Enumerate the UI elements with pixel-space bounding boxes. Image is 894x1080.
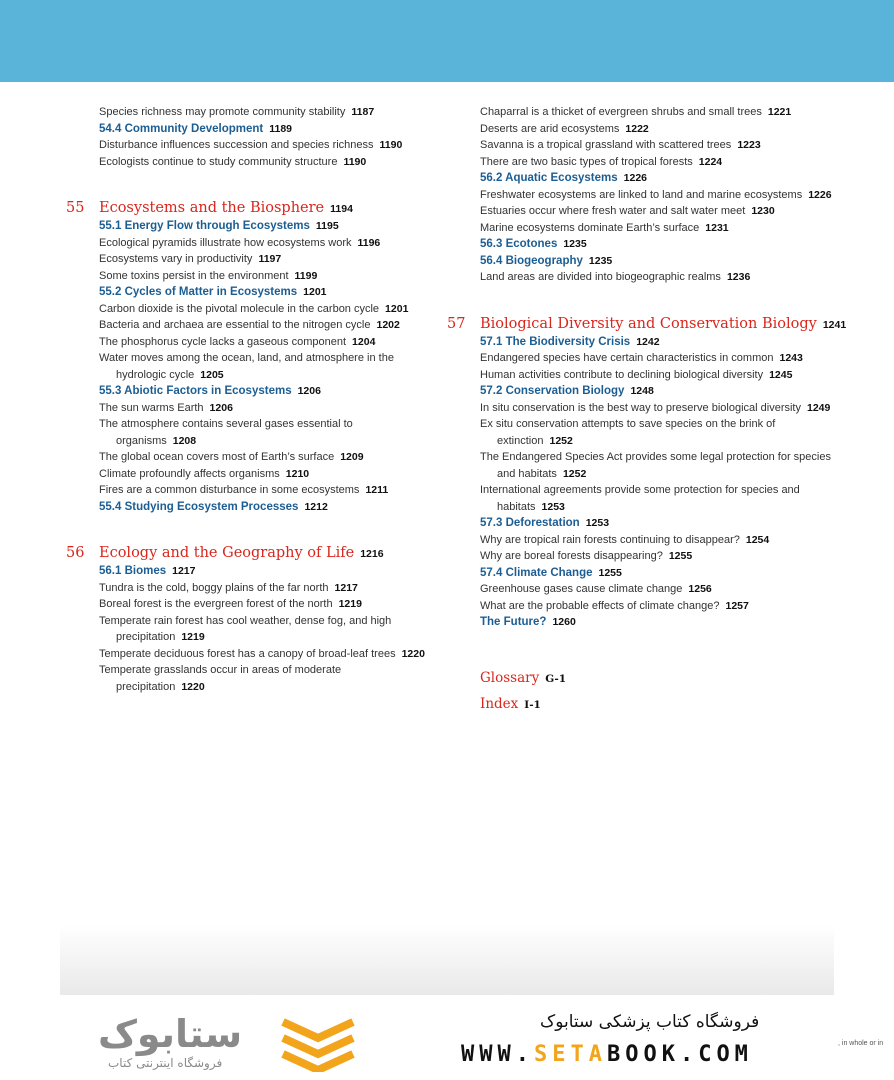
toc-entry[interactable]	[480, 581, 847, 598]
chapter-title[interactable]	[99, 200, 426, 218]
entry-text: 55.3 Abiotic Factors in Ecosystems	[99, 385, 292, 397]
url-prefix: WWW.	[461, 1042, 534, 1067]
toc-entry[interactable]	[99, 482, 426, 499]
entry-text: Carbon dioxide is the pivotal molecule in the carbon cycle	[99, 302, 380, 315]
toc-right-column	[447, 104, 847, 718]
page-number: 1223	[737, 139, 761, 151]
toc-section-heading[interactable]	[99, 121, 426, 138]
toc-entry[interactable]	[480, 203, 847, 220]
page-number: 1205	[200, 368, 224, 381]
url-highlight: SETA	[533, 1042, 607, 1067]
entry-text: In situ conservation is the best way to preserve biological diversity	[480, 401, 801, 414]
top-color-band	[0, 0, 894, 82]
backmatter-label: Glossary	[480, 669, 540, 686]
page-number: 1243	[779, 352, 803, 364]
entry-text: Ecosystems vary in productivity	[99, 253, 253, 265]
entry-text: 56.2 Aquatic Ecosystems	[480, 172, 618, 184]
page-number: 1222	[625, 122, 649, 135]
chapter-title-text: Ecosystems and the Biosphere	[99, 200, 325, 216]
entry-text: Why are tropical rain forests continuing to disappear?	[480, 533, 740, 546]
page-number: 1217	[172, 565, 196, 577]
entry-text: Water moves among the ocean, land, and atmosphere in the hydrologic cycle	[99, 352, 394, 381]
page-number: 1249	[807, 401, 831, 414]
entry-text: The phosphorus cycle lacks a gaseous component	[99, 335, 347, 348]
entry-text: Ecological pyramids illustrate how ecosystems work	[99, 236, 352, 249]
page-number: 1190	[379, 139, 403, 151]
page-number: 1256	[688, 583, 712, 595]
entry-text: 55.4 Studying Ecosystem Processes	[99, 500, 299, 513]
entry-text: Why are boreal forests disappearing?	[480, 550, 663, 562]
toc-entry[interactable]	[480, 137, 847, 154]
toc-section-heading[interactable]	[480, 236, 847, 253]
toc-entry[interactable]	[480, 121, 847, 138]
entry-text: 55.1 Energy Flow through Ecosystems	[99, 220, 310, 232]
page-number: 1219	[338, 598, 362, 610]
page-number: 1221	[767, 106, 792, 118]
entry-text: 57.1 The Biodiversity Crisis	[480, 335, 631, 348]
toc-left-column	[66, 104, 426, 695]
chapter-block	[447, 316, 847, 631]
toc-section-heading[interactable]	[99, 284, 426, 301]
backmatter-page: G-1	[545, 672, 567, 685]
page-number: 1201	[303, 286, 327, 298]
entry-text: 55.2 Cycles of Matter in Ecosystems	[99, 286, 298, 298]
backmatter-item[interactable]	[480, 666, 847, 692]
toc-entry[interactable]	[480, 449, 847, 482]
toc-entry[interactable]	[480, 532, 847, 549]
chapter-number: 56	[66, 545, 85, 561]
backmatter-page: I-1	[524, 698, 541, 711]
logo-subtitle: فروشگاه اینترنتی کتاب	[108, 1056, 223, 1070]
toc-entry[interactable]	[99, 350, 426, 383]
chapter-number: 57	[447, 315, 466, 332]
entry-text: Human activities contribute to declining biological diversity	[480, 368, 764, 381]
toc-entry[interactable]	[480, 350, 847, 367]
page-number: 1242	[636, 335, 660, 348]
page-number: 1208	[172, 434, 197, 447]
toc-entry[interactable]	[99, 268, 426, 285]
entry-text: Boreal forest is the evergreen forest of the north	[99, 598, 333, 610]
page-number: 1260	[552, 616, 576, 628]
url-suffix: BOOK.COM	[606, 1042, 753, 1067]
toc-entry[interactable]	[480, 104, 847, 121]
entry-text: 57.2 Conservation Biology	[480, 385, 625, 397]
entry-text: Land areas are divided into biogeographic realms	[480, 271, 721, 283]
toc-entry[interactable]	[99, 646, 426, 663]
page-number: 1195	[315, 220, 339, 232]
page-number: 1255	[668, 550, 693, 562]
toc-entry[interactable]	[480, 367, 847, 384]
entry-text: Freshwater ecosystems are linked to land and marine ecosystems	[480, 188, 803, 201]
toc-entry[interactable]	[99, 334, 426, 351]
page-number: 1255	[598, 566, 622, 579]
toc-section-heading[interactable]	[480, 565, 847, 582]
entry-text: The Future?	[480, 616, 547, 628]
toc-section-heading[interactable]	[480, 383, 847, 400]
store-name: فروشگاه کتاب پزشکی ستابوک	[540, 1012, 760, 1032]
chapter-number: 55	[66, 200, 85, 216]
toc-entry[interactable]	[99, 301, 426, 318]
toc-entry[interactable]	[99, 317, 426, 334]
entry-text: Estuaries occur where fresh water and salt water meet	[480, 205, 746, 217]
toc-entry[interactable]	[99, 137, 426, 154]
entry-text: Deserts are arid ecosystems	[480, 122, 620, 135]
backmatter-label: Index	[480, 695, 519, 712]
toc-entry[interactable]	[99, 154, 426, 171]
page-number: 1245	[769, 368, 793, 381]
page-number: 1253	[541, 500, 565, 513]
page-number: 1236	[726, 271, 751, 283]
page-number: 1235	[588, 254, 613, 267]
page-number: 1231	[705, 221, 729, 234]
page-number: 1201	[385, 302, 409, 315]
cropped-text-fragment: , in whole or in	[838, 1040, 884, 1047]
page-number: 1253	[585, 517, 610, 529]
toc-entry[interactable]	[99, 235, 426, 252]
setabook-logo	[98, 1012, 358, 1072]
toc-entry[interactable]	[99, 466, 426, 483]
entry-text: Climate profoundly affects organisms	[99, 467, 280, 480]
continued-entries	[447, 104, 847, 286]
entry-text: 57.4 Climate Change	[480, 566, 593, 579]
entry-text: Temperate deciduous forest has a canopy of broad-leaf trees	[99, 647, 396, 660]
page-number: 1235	[563, 238, 587, 250]
logo-text: ستابوک	[98, 1012, 243, 1056]
entry-text: 56.4 Biogeography	[480, 254, 583, 267]
page-number: 1206	[209, 401, 233, 414]
entry-text: Tundra is the cold, boggy plains of the far north	[99, 581, 329, 594]
chapter-page-number: 1241	[822, 318, 847, 331]
toc-section-heading[interactable]	[480, 170, 847, 187]
entry-text: 54.4 Community Development	[99, 122, 264, 135]
chapter-page-number: 1194	[330, 203, 353, 215]
toc-section-heading[interactable]	[99, 499, 426, 516]
entry-text: Endangered species have certain characteristics in common	[480, 352, 774, 364]
page-number: 1252	[562, 467, 587, 480]
page-number: 1190	[343, 155, 367, 168]
page-number: 1230	[751, 205, 775, 217]
page-number: 1202	[376, 319, 400, 331]
entry-text: Ecologists continue to study community structure	[99, 155, 338, 168]
toc-entry[interactable]	[99, 104, 426, 121]
page-number: 1206	[297, 385, 321, 397]
entry-text: Species richness may promote community stability	[99, 106, 346, 118]
toc-entry[interactable]	[480, 548, 847, 565]
entry-text: The atmosphere contains several gases essential to organisms	[99, 418, 353, 447]
toc-entry[interactable]	[480, 154, 847, 171]
entry-text: 56.1 Biomes	[99, 565, 167, 577]
store-url[interactable]	[461, 1042, 753, 1067]
page-number: 1224	[698, 155, 723, 168]
toc-entry[interactable]	[480, 598, 847, 615]
page-number: 1248	[630, 385, 654, 397]
page-number: 1217	[334, 581, 358, 594]
toc-entry[interactable]	[480, 416, 847, 449]
backmatter-item[interactable]	[480, 692, 847, 718]
entry-text: Ex situ conservation attempts to save species on the brink of extinction	[480, 418, 776, 447]
page-number: 1209	[340, 451, 364, 463]
entry-text: International agreements provide some protection for species and habitats	[480, 484, 800, 513]
entry-text: Temperate rain forest has cool weather, dense fog, and high precipitation	[99, 614, 392, 643]
page-number: 1187	[351, 106, 375, 118]
page-number: 1196	[357, 236, 381, 249]
chapter-block	[66, 200, 426, 515]
toc-entry[interactable]	[480, 400, 847, 417]
entry-text: Disturbance influences succession and species richness	[99, 139, 374, 151]
page-bottom-shadow	[60, 925, 834, 995]
page-number: 1254	[745, 533, 770, 546]
entry-text: Greenhouse gases cause climate change	[480, 583, 683, 595]
toc-entry[interactable]	[99, 416, 426, 449]
entry-text: Temperate grasslands occur in areas of moderate precipitation	[99, 664, 342, 693]
entry-text: Fires are a common disturbance in some ecosystems	[99, 484, 360, 496]
page-number: 1219	[181, 631, 205, 643]
entry-text: There are two basic types of tropical forests	[480, 155, 693, 168]
toc-entry[interactable]	[99, 449, 426, 466]
entry-text: What are the probable effects of climate change?	[480, 599, 720, 612]
toc-section-heading[interactable]	[480, 334, 847, 351]
toc-entry[interactable]	[99, 580, 426, 597]
entry-text: 56.3 Ecotones	[480, 238, 558, 250]
entry-text: Marine ecosystems dominate Earth’s surface	[480, 221, 700, 234]
page-number: 1220	[401, 647, 425, 660]
page-number: 1252	[549, 434, 573, 447]
toc-entry[interactable]	[480, 187, 847, 204]
toc-section-heading[interactable]	[99, 383, 426, 400]
toc-section-heading[interactable]	[480, 253, 847, 270]
page-number: 1212	[304, 500, 328, 513]
entry-text: Chaparral is a thicket of evergreen shrubs and small trees	[480, 106, 762, 118]
page-number: 1220	[181, 680, 205, 693]
chapter-title[interactable]	[99, 545, 426, 563]
toc-entry[interactable]	[480, 220, 847, 237]
chapter-title[interactable]	[480, 316, 847, 334]
toc-entry[interactable]	[99, 613, 426, 646]
page-number: 1210	[285, 467, 310, 480]
page-number: 1199	[294, 269, 318, 282]
continued-entries	[66, 104, 426, 170]
backmatter-list	[447, 666, 847, 718]
page-number: 1226	[623, 172, 647, 184]
entry-text: 57.3 Deforestation	[480, 517, 580, 529]
page-number: 1257	[725, 599, 749, 612]
toc-section-heading[interactable]	[99, 218, 426, 235]
entry-text: The Endangered Species Act provides some legal protection for species and habitats	[480, 451, 831, 480]
chapter-title-text: Biological Diversity and Conservation Biology	[480, 315, 817, 332]
toc-entry[interactable]	[99, 596, 426, 613]
chapter-block	[66, 545, 426, 695]
page-number: 1189	[269, 122, 293, 135]
entry-text: Savanna is a tropical grassland with scattered trees	[480, 139, 732, 151]
toc-entry[interactable]	[99, 662, 426, 695]
page-number: 1197	[258, 253, 282, 265]
entry-text: Some toxins persist in the environment	[99, 269, 289, 282]
page-number: 1204	[352, 335, 376, 348]
toc-entry[interactable]	[480, 269, 847, 286]
toc-section-heading[interactable]	[480, 515, 847, 532]
chapter-title-text: Ecology and the Geography of Life	[99, 545, 355, 561]
page-number: 1226	[808, 188, 832, 201]
entry-text: The sun warms Earth	[99, 401, 204, 414]
toc-entry[interactable]	[480, 482, 847, 515]
entry-text: The global ocean covers most of Earth’s surface	[99, 451, 335, 463]
page-number: 1211	[365, 484, 389, 496]
chevron-logo-icon	[278, 1016, 358, 1072]
chapter-page-number: 1216	[360, 548, 384, 560]
toc-entry[interactable]	[99, 400, 426, 417]
toc-entry[interactable]	[99, 251, 426, 268]
toc-section-heading[interactable]	[99, 563, 426, 580]
entry-text: Bacteria and archaea are essential to the nitrogen cycle	[99, 319, 371, 331]
toc-section-heading[interactable]	[480, 614, 847, 631]
